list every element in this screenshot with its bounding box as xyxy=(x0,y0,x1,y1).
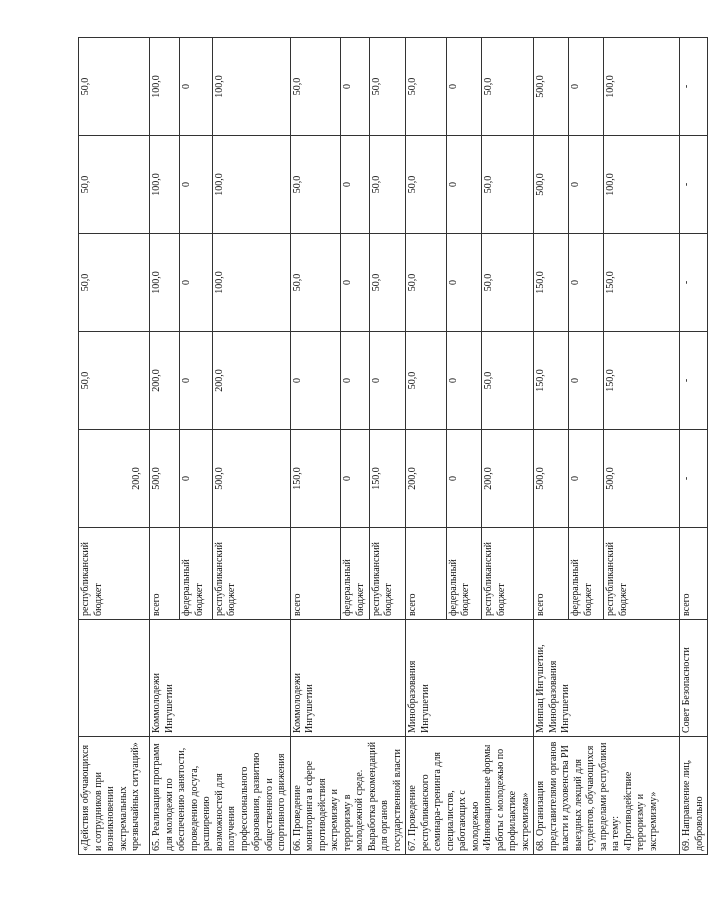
table-row xyxy=(290,38,341,855)
measure-cell: 65. Реализация программ для молодежи по обеспечению занятости, проведению досуга, расширению возможностей для получения профессионального образования, развитию общественного и спортивного движения xyxy=(150,737,291,855)
value-cell-total: 500,0 xyxy=(604,430,680,528)
value-cell-year1: 0 xyxy=(341,332,369,430)
value-cell-year3: 0 xyxy=(569,136,604,234)
value-cell-year3: 0 xyxy=(446,136,482,234)
value-cell-year2: 150,0 xyxy=(604,234,680,332)
executor-cell: Коммолодежи Ингушетии xyxy=(150,620,291,737)
value-cell-total: 0 xyxy=(180,430,213,528)
funding-source-cell: всего xyxy=(534,528,569,620)
value-cell-total: 200,0 xyxy=(79,430,150,528)
value-cell-year1: 50,0 xyxy=(482,332,534,430)
funding-source-cell: республиканский бюджет xyxy=(369,528,405,620)
value-cell-total: 200,0 xyxy=(406,430,447,528)
value-cell-year3: 0 xyxy=(341,136,369,234)
table-row xyxy=(680,38,708,855)
value-cell-year4: - xyxy=(680,38,708,136)
value-cell-year3: 50,0 xyxy=(79,136,150,234)
value-cell-year2: 0 xyxy=(569,234,604,332)
table-row xyxy=(534,38,569,855)
value-cell-year1: - xyxy=(680,332,708,430)
value-cell-total: 150,0 xyxy=(290,430,341,528)
value-cell-year2: 100,0 xyxy=(150,234,180,332)
value-cell-year4: 0 xyxy=(446,38,482,136)
value-cell-total: 0 xyxy=(341,430,369,528)
value-cell-total: - xyxy=(680,430,708,528)
measure-cell: 69. Направление лиц, добровольно xyxy=(680,737,708,855)
value-cell-year2: 50,0 xyxy=(79,234,150,332)
measure-cell: 67. Проведение республиканского семинара-тренинга для специалистов, работающих с молодежью «Инновационные формы работы с молодежью по профилактике экстремизма» xyxy=(406,737,534,855)
executor-cell: Минобразования Ингушетии xyxy=(406,620,534,737)
funding-source-cell: федеральный бюджет xyxy=(446,528,482,620)
funding-source-cell: федеральный бюджет xyxy=(180,528,213,620)
value-cell-total: 500,0 xyxy=(534,430,569,528)
value-cell-year4: 50,0 xyxy=(482,38,534,136)
value-cell-year1: 0 xyxy=(369,332,405,430)
value-cell-year1: 50,0 xyxy=(79,332,150,430)
value-cell-year2: 100,0 xyxy=(212,234,290,332)
value-cell-year3: 50,0 xyxy=(482,136,534,234)
value-cell-total: 0 xyxy=(569,430,604,528)
value-cell-year1: 50,0 xyxy=(406,332,447,430)
value-cell-year1: 0 xyxy=(569,332,604,430)
table-row xyxy=(406,38,447,855)
funding-source-cell: республиканский бюджет xyxy=(212,528,290,620)
measure-cell: «Действия обучающихся и сотрудников при возникновении экстремальных чрезвычайных ситуаций» xyxy=(79,737,150,855)
funding-source-cell: всего xyxy=(406,528,447,620)
value-cell-year1: 150,0 xyxy=(604,332,680,430)
value-cell-year4: 50,0 xyxy=(406,38,447,136)
value-cell-year3: 500,0 xyxy=(534,136,569,234)
table-row xyxy=(150,38,180,855)
funding-source-cell: всего xyxy=(680,528,708,620)
executor-cell: Коммолодежи Ингушетии xyxy=(290,620,406,737)
table-row xyxy=(79,38,150,855)
value-cell-year3: - xyxy=(680,136,708,234)
value-cell-year4: 500,0 xyxy=(534,38,569,136)
value-cell-year4: 100,0 xyxy=(150,38,180,136)
value-cell-year3: 0 xyxy=(180,136,213,234)
executor-cell: Совет Безопасности xyxy=(680,620,708,737)
measure-cell: 66. Проведение мониторинга в сфере противодействия экстремизму и терроризму в молодежной среде. Выработка рекомендаций для органов государственной власти xyxy=(290,737,406,855)
value-cell-year3: 100,0 xyxy=(604,136,680,234)
value-cell-total: 0 xyxy=(446,430,482,528)
value-cell-year4: 100,0 xyxy=(212,38,290,136)
value-cell-total: 500,0 xyxy=(150,430,180,528)
executor-cell xyxy=(79,620,150,737)
value-cell-year4: 50,0 xyxy=(290,38,341,136)
value-cell-year4: 50,0 xyxy=(369,38,405,136)
value-cell-year2: 0 xyxy=(446,234,482,332)
value-cell-year2: 50,0 xyxy=(482,234,534,332)
value-cell-year1: 200,0 xyxy=(212,332,290,430)
value-cell-year1: 0 xyxy=(290,332,341,430)
funding-source-cell: республиканский бюджет xyxy=(482,528,534,620)
value-cell-year4: 0 xyxy=(180,38,213,136)
program-measures-table xyxy=(78,37,708,855)
funding-source-cell: федеральный бюджет xyxy=(341,528,369,620)
funding-source-cell: всего xyxy=(290,528,341,620)
value-cell-total: 150,0 xyxy=(369,430,405,528)
value-cell-year3: 50,0 xyxy=(406,136,447,234)
value-cell-year1: 0 xyxy=(446,332,482,430)
funding-source-cell: республиканский бюджет xyxy=(79,528,150,620)
value-cell-year1: 150,0 xyxy=(534,332,569,430)
value-cell-year1: 200,0 xyxy=(150,332,180,430)
funding-source-cell: федеральный бюджет xyxy=(569,528,604,620)
value-cell-year4: 100,0 xyxy=(604,38,680,136)
value-cell-year2: 50,0 xyxy=(406,234,447,332)
value-cell-total: 200,0 xyxy=(482,430,534,528)
executor-cell: Минпац Ингушетии, Минобразования Ингушетии xyxy=(534,620,680,737)
value-cell-year2: 0 xyxy=(341,234,369,332)
value-cell-year4: 50,0 xyxy=(79,38,150,136)
value-cell-year2: 0 xyxy=(180,234,213,332)
value-cell-year2: 50,0 xyxy=(369,234,405,332)
value-cell-year3: 50,0 xyxy=(369,136,405,234)
value-cell-year1: 0 xyxy=(180,332,213,430)
measure-cell: 68. Организация представителями органов власти и духовенства РИ выездных лекций для студентов, обучающихся за пределами республики на тему: «Противодействие терроризму и экстремизму» xyxy=(534,737,680,855)
value-cell-year4: 0 xyxy=(569,38,604,136)
value-cell-year3: 50,0 xyxy=(290,136,341,234)
value-cell-year2: 50,0 xyxy=(290,234,341,332)
value-cell-year4: 0 xyxy=(341,38,369,136)
value-cell-year2: - xyxy=(680,234,708,332)
value-cell-year3: 100,0 xyxy=(150,136,180,234)
value-cell-year3: 100,0 xyxy=(212,136,290,234)
value-cell-total: 500,0 xyxy=(212,430,290,528)
value-cell-year2: 150,0 xyxy=(534,234,569,332)
funding-source-cell: республиканский бюджет xyxy=(604,528,680,620)
funding-source-cell: всего xyxy=(150,528,180,620)
